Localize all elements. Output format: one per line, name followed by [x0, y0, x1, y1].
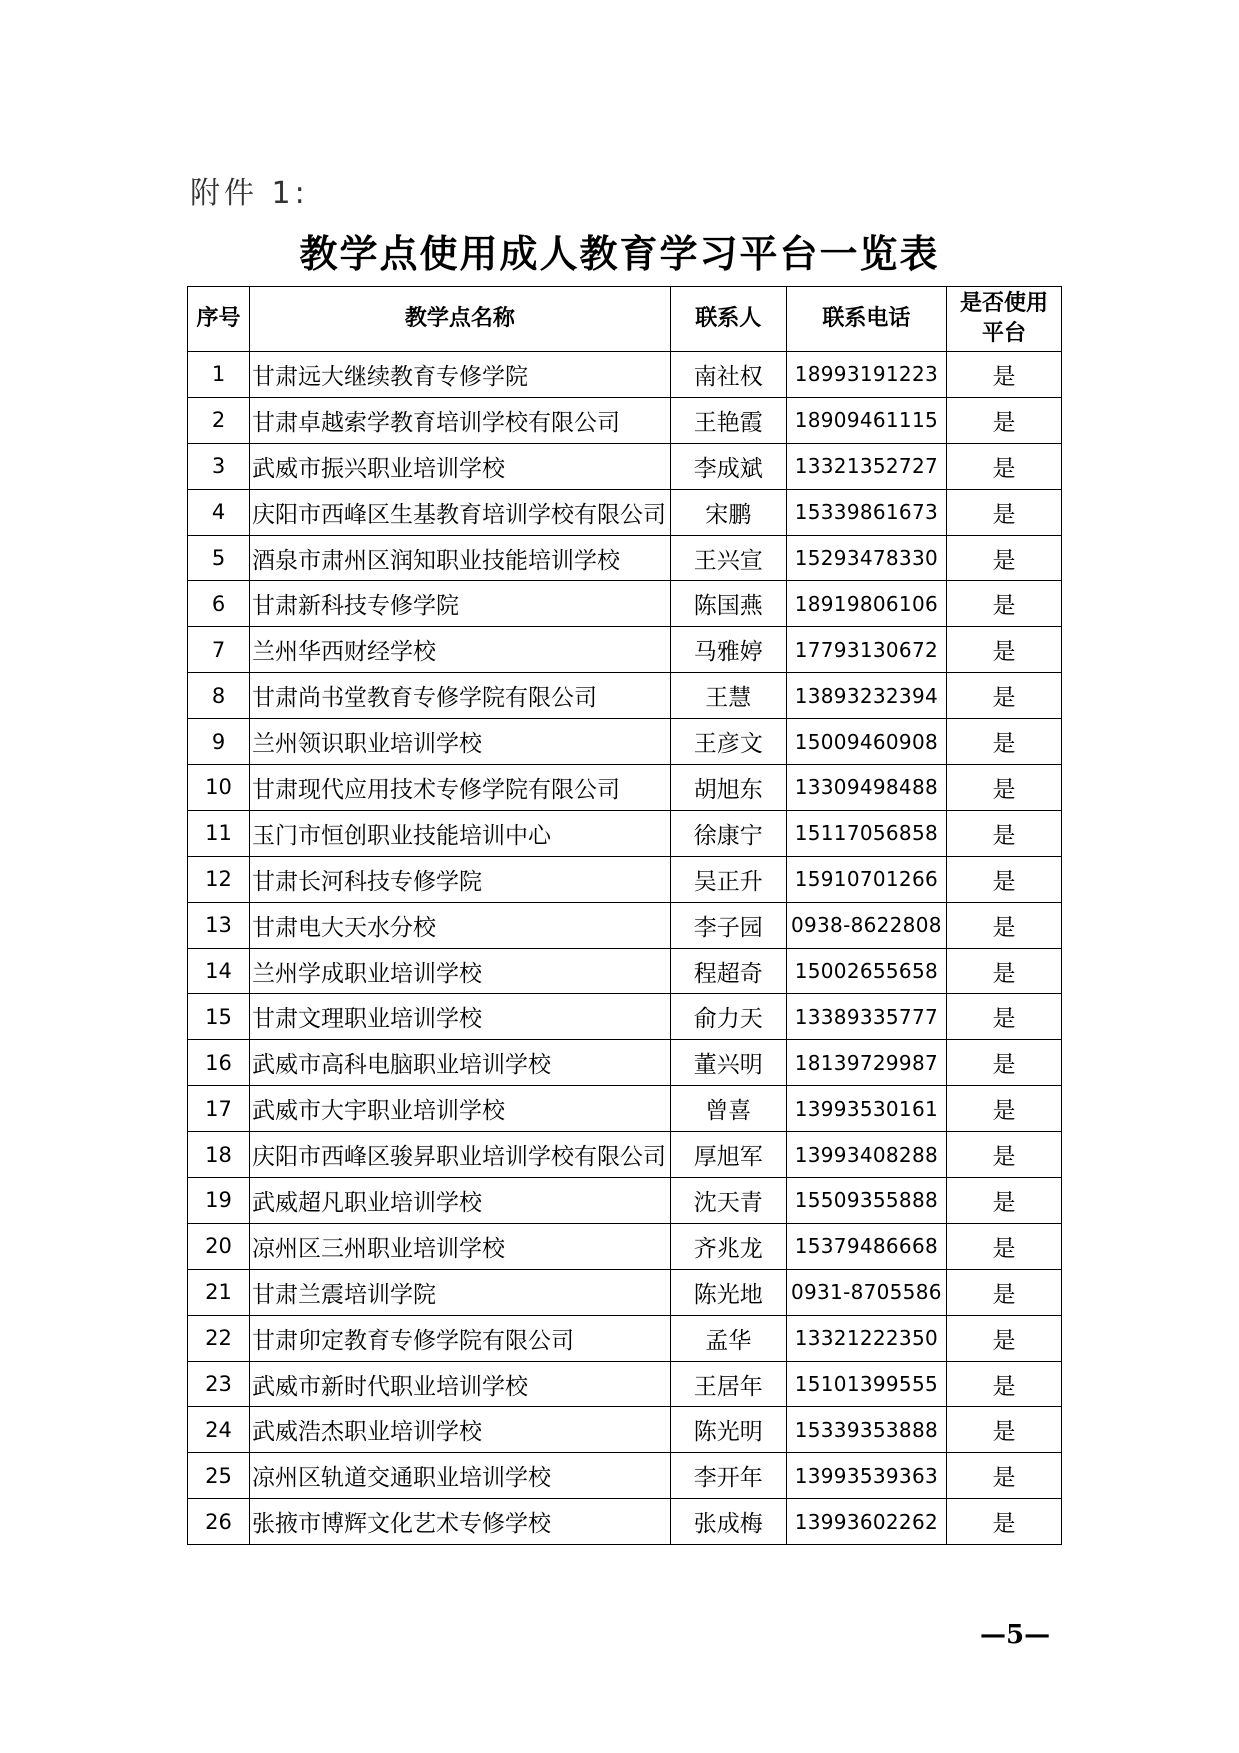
cell-index: 8 [188, 673, 250, 719]
cell-index: 12 [188, 856, 250, 902]
cell-uses-platform: 是 [946, 1269, 1061, 1315]
table-row [188, 535, 1062, 581]
table-row [188, 1453, 1062, 1499]
cell-contact: 王艳霞 [670, 397, 786, 443]
cell-index: 23 [188, 1361, 250, 1407]
header-uses-line2: 平台 [981, 321, 1026, 346]
header-uses-line1: 是否使用 [959, 291, 1048, 316]
cell-index: 25 [188, 1453, 250, 1499]
cell-phone: 13321352727 [786, 443, 946, 489]
cell-uses-platform: 是 [946, 352, 1061, 398]
cell-index: 24 [188, 1407, 250, 1453]
cell-index: 17 [188, 1086, 250, 1132]
cell-site-name: 武威市大宇职业培训学校 [250, 1086, 671, 1132]
cell-phone: 13321222350 [786, 1315, 946, 1361]
cell-contact: 陈光地 [670, 1269, 786, 1315]
cell-site-name: 武威浩杰职业培训学校 [250, 1407, 671, 1453]
cell-contact: 厚旭军 [670, 1132, 786, 1178]
cell-contact: 曾喜 [670, 1086, 786, 1132]
cell-index: 18 [188, 1132, 250, 1178]
cell-contact: 李子园 [670, 902, 786, 948]
cell-site-name: 兰州华西财经学校 [250, 627, 671, 673]
cell-contact: 张成梅 [670, 1499, 786, 1545]
cell-contact: 徐康宁 [670, 810, 786, 856]
cell-uses-platform: 是 [946, 902, 1061, 948]
cell-site-name: 凉州区三州职业培训学校 [250, 1223, 671, 1269]
cell-index: 5 [188, 535, 250, 581]
cell-site-name: 甘肃卯定教育专修学院有限公司 [250, 1315, 671, 1361]
cell-uses-platform: 是 [946, 1178, 1061, 1224]
page-number: —5— [980, 1620, 1051, 1650]
cell-phone: 15509355888 [786, 1178, 946, 1224]
cell-index: 13 [188, 902, 250, 948]
table-row [188, 1361, 1062, 1407]
table-row [188, 489, 1062, 535]
cell-phone: 13389335777 [786, 994, 946, 1040]
cell-contact: 马雅婷 [670, 627, 786, 673]
cell-contact: 俞力天 [670, 994, 786, 1040]
cell-uses-platform: 是 [946, 535, 1061, 581]
cell-contact: 南社权 [670, 352, 786, 398]
table-row [188, 1223, 1062, 1269]
cell-contact: 董兴明 [670, 1040, 786, 1086]
cell-uses-platform: 是 [946, 719, 1061, 765]
cell-uses-platform: 是 [946, 397, 1061, 443]
cell-site-name: 武威市高科电脑职业培训学校 [250, 1040, 671, 1086]
table-row [188, 765, 1062, 811]
cell-phone: 13993408288 [786, 1132, 946, 1178]
cell-phone: 15117056858 [786, 810, 946, 856]
table-row [188, 1178, 1062, 1224]
cell-phone: 15379486668 [786, 1223, 946, 1269]
cell-site-name: 武威市新时代职业培训学校 [250, 1361, 671, 1407]
cell-site-name: 甘肃电大天水分校 [250, 902, 671, 948]
cell-index: 22 [188, 1315, 250, 1361]
page-title: 教学点使用成人教育学习平台一览表 [299, 232, 940, 276]
cell-site-name: 兰州学成职业培训学校 [250, 948, 671, 994]
header-contact: 联系人 [670, 287, 786, 352]
cell-index: 19 [188, 1178, 250, 1224]
table-row [188, 856, 1062, 902]
cell-uses-platform: 是 [946, 1407, 1061, 1453]
cell-uses-platform: 是 [946, 1223, 1061, 1269]
header-index: 序号 [188, 287, 250, 352]
cell-index: 20 [188, 1223, 250, 1269]
teaching-sites-table [187, 286, 1062, 1545]
cell-site-name: 酒泉市肃州区润知职业技能培训学校 [250, 535, 671, 581]
cell-contact: 孟华 [670, 1315, 786, 1361]
cell-index: 21 [188, 1269, 250, 1315]
cell-contact: 王兴宣 [670, 535, 786, 581]
cell-contact: 沈天青 [670, 1178, 786, 1224]
cell-phone: 15009460908 [786, 719, 946, 765]
cell-contact: 李成斌 [670, 443, 786, 489]
cell-site-name: 甘肃新科技专修学院 [250, 581, 671, 627]
cell-contact: 齐兆龙 [670, 1223, 786, 1269]
cell-index: 9 [188, 719, 250, 765]
cell-phone: 15101399555 [786, 1361, 946, 1407]
cell-uses-platform: 是 [946, 994, 1061, 1040]
cell-index: 15 [188, 994, 250, 1040]
cell-site-name: 甘肃现代应用技术专修学院有限公司 [250, 765, 671, 811]
cell-uses-platform: 是 [946, 627, 1061, 673]
table-row [188, 948, 1062, 994]
table-row [188, 902, 1062, 948]
cell-phone: 13993539363 [786, 1453, 946, 1499]
table-row [188, 1040, 1062, 1086]
cell-uses-platform: 是 [946, 948, 1061, 994]
cell-phone: 0931-8705586 [786, 1269, 946, 1315]
cell-phone: 18919806106 [786, 581, 946, 627]
cell-phone: 13893232394 [786, 673, 946, 719]
cell-contact: 胡旭东 [670, 765, 786, 811]
cell-phone: 15910701266 [786, 856, 946, 902]
cell-site-name: 甘肃长河科技专修学院 [250, 856, 671, 902]
cell-site-name: 庆阳市西峰区骏昇职业培训学校有限公司 [250, 1132, 671, 1178]
cell-uses-platform: 是 [946, 489, 1061, 535]
cell-site-name: 玉门市恒创职业技能培训中心 [250, 810, 671, 856]
cell-contact: 陈光明 [670, 1407, 786, 1453]
header-name: 教学点名称 [250, 287, 671, 352]
table-row [188, 994, 1062, 1040]
cell-site-name: 张掖市博辉文化艺术专修学校 [250, 1499, 671, 1545]
table-row [188, 1269, 1062, 1315]
cell-phone: 13993530161 [786, 1086, 946, 1132]
cell-uses-platform: 是 [946, 443, 1061, 489]
cell-uses-platform: 是 [946, 581, 1061, 627]
cell-uses-platform: 是 [946, 765, 1061, 811]
cell-index: 4 [188, 489, 250, 535]
table-row [188, 1132, 1062, 1178]
cell-contact: 宋鹏 [670, 489, 786, 535]
table-row [188, 1499, 1062, 1545]
table-row [188, 1086, 1062, 1132]
cell-phone: 18139729987 [786, 1040, 946, 1086]
cell-index: 16 [188, 1040, 250, 1086]
cell-phone: 13309498488 [786, 765, 946, 811]
cell-site-name: 甘肃兰震培训学院 [250, 1269, 671, 1315]
header-uses-platform [946, 287, 1061, 352]
cell-uses-platform: 是 [946, 1499, 1061, 1545]
table-body [188, 352, 1062, 1545]
cell-contact: 陈国燕 [670, 581, 786, 627]
cell-site-name: 武威市振兴职业培训学校 [250, 443, 671, 489]
cell-phone: 0938-8622808 [786, 902, 946, 948]
table-row [188, 581, 1062, 627]
cell-phone: 15002655658 [786, 948, 946, 994]
table-row [188, 810, 1062, 856]
cell-uses-platform: 是 [946, 1040, 1061, 1086]
cell-index: 14 [188, 948, 250, 994]
table-row [188, 719, 1062, 765]
table-row [188, 352, 1062, 398]
cell-index: 10 [188, 765, 250, 811]
cell-contact: 王居年 [670, 1361, 786, 1407]
cell-phone: 18909461115 [786, 397, 946, 443]
cell-site-name: 庆阳市西峰区生基教育培训学校有限公司 [250, 489, 671, 535]
cell-contact: 王慧 [670, 673, 786, 719]
cell-site-name: 甘肃尚书堂教育专修学院有限公司 [250, 673, 671, 719]
cell-site-name: 甘肃文理职业培训学校 [250, 994, 671, 1040]
cell-contact: 吴正升 [670, 856, 786, 902]
attachment-label: 附件 1: [190, 176, 309, 211]
cell-index: 6 [188, 581, 250, 627]
cell-uses-platform: 是 [946, 1453, 1061, 1499]
cell-index: 3 [188, 443, 250, 489]
cell-contact: 程超奇 [670, 948, 786, 994]
cell-site-name: 凉州区轨道交通职业培训学校 [250, 1453, 671, 1499]
cell-index: 1 [188, 352, 250, 398]
cell-uses-platform: 是 [946, 1361, 1061, 1407]
cell-uses-platform: 是 [946, 1086, 1061, 1132]
cell-phone: 13993602262 [786, 1499, 946, 1545]
cell-index: 2 [188, 397, 250, 443]
cell-site-name: 甘肃卓越索学教育培训学校有限公司 [250, 397, 671, 443]
header-phone: 联系电话 [786, 287, 946, 352]
cell-phone: 17793130672 [786, 627, 946, 673]
cell-uses-platform: 是 [946, 1132, 1061, 1178]
cell-phone: 18993191223 [786, 352, 946, 398]
cell-phone: 15339353888 [786, 1407, 946, 1453]
cell-index: 11 [188, 810, 250, 856]
cell-site-name: 甘肃远大继续教育专修学院 [250, 352, 671, 398]
cell-site-name: 武威超凡职业培训学校 [250, 1178, 671, 1224]
cell-contact: 王彦文 [670, 719, 786, 765]
cell-uses-platform: 是 [946, 1315, 1061, 1361]
cell-phone: 15339861673 [786, 489, 946, 535]
cell-phone: 15293478330 [786, 535, 946, 581]
cell-contact: 李开年 [670, 1453, 786, 1499]
cell-site-name: 兰州领识职业培训学校 [250, 719, 671, 765]
table-row [188, 627, 1062, 673]
cell-index: 7 [188, 627, 250, 673]
table-header-row [188, 287, 1062, 352]
table-row [188, 673, 1062, 719]
cell-uses-platform: 是 [946, 673, 1061, 719]
table-row [188, 397, 1062, 443]
cell-uses-platform: 是 [946, 810, 1061, 856]
cell-uses-platform: 是 [946, 856, 1061, 902]
table-row [188, 1315, 1062, 1361]
table-row [188, 443, 1062, 489]
cell-index: 26 [188, 1499, 250, 1545]
table-row [188, 1407, 1062, 1453]
